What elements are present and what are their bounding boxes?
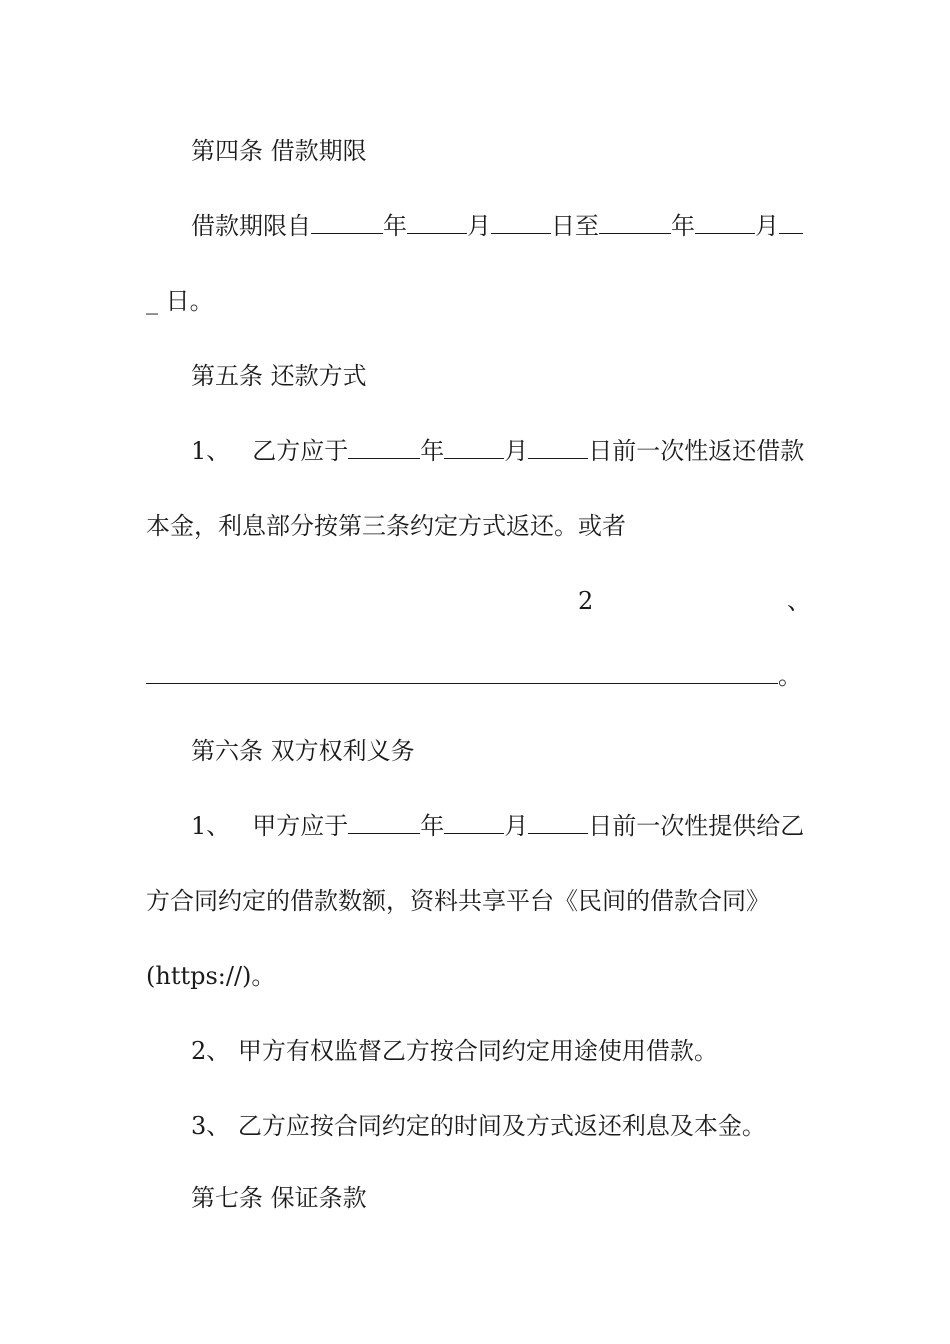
article-6-item-1 — [191, 811, 804, 841]
article-5-item-2-end: 。 — [778, 662, 802, 690]
blank-field — [348, 436, 420, 459]
text: 月 — [467, 212, 491, 240]
blank-field — [528, 811, 588, 834]
text: 乙方应于 — [252, 437, 349, 465]
article-6-item-1-cont: 方合同约定的借款数额，资料共享平台《民间的借款合同》 — [146, 887, 770, 915]
blank-field — [528, 436, 588, 459]
text: 借款期限自 — [191, 212, 311, 240]
article-4-heading: 第四条 借款期限 — [191, 137, 367, 165]
article-6-heading: 第六条 双方权利义务 — [191, 737, 415, 765]
article-4-paragraph-cont: _ 日。 — [146, 287, 214, 315]
article-6-item-1-link: (https://)。 — [146, 962, 276, 990]
text: 月 — [504, 437, 529, 465]
article-5-heading: 第五条 还款方式 — [191, 362, 367, 390]
blank-line — [146, 683, 778, 684]
blank-field — [311, 211, 383, 234]
article-4-paragraph — [191, 211, 803, 241]
article-7-heading: 第七条 保证条款 — [191, 1184, 367, 1212]
item-number: 1、 — [191, 437, 231, 465]
blank-field — [599, 211, 671, 234]
text: 日至 — [551, 212, 599, 240]
article-5-item-2-number: 2 — [578, 587, 594, 615]
text: 日前一次性提供给乙 — [588, 812, 805, 840]
text: 年 — [420, 812, 445, 840]
text: 月 — [504, 812, 529, 840]
blank-field — [407, 211, 467, 234]
blank-field — [444, 436, 504, 459]
text: 甲方应于 — [252, 812, 349, 840]
blank-field — [444, 811, 504, 834]
text: 年 — [420, 437, 445, 465]
text: 日前一次性返还借款 — [588, 437, 805, 465]
text: 年 — [383, 212, 407, 240]
article-6-item-2: 2、 甲方有权监督乙方按合同约定用途使用借款。 — [191, 1037, 718, 1065]
text: 年 — [671, 212, 695, 240]
article-6-item-3: 3、 乙方应按合同约定的时间及方式返还利息及本金。 — [191, 1112, 766, 1140]
blank-field — [491, 211, 551, 234]
text: 月 — [755, 212, 779, 240]
blank-field — [695, 211, 755, 234]
article-5-item-2-separator: 、 — [787, 587, 811, 615]
blank-field — [348, 811, 420, 834]
article-5-item-1 — [191, 436, 804, 466]
item-number: 1、 — [191, 812, 231, 840]
article-5-item-1-cont: 本金，利息部分按第三条约定方式返还。或者 — [146, 512, 626, 540]
blank-field — [779, 211, 803, 234]
